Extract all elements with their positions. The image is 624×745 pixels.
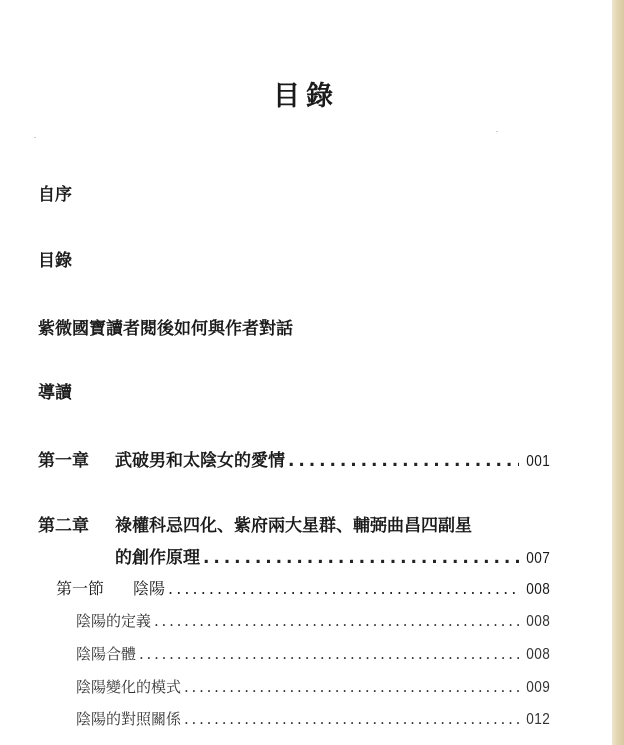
- subsection-title: 陰陽的定義: [76, 612, 152, 630]
- chapter-label: 第二章: [38, 516, 89, 536]
- dot-leader: [168, 579, 519, 598]
- page-speck: [34, 137, 36, 138]
- toc-chapter-1[interactable]: [38, 446, 550, 471]
- dot-leader: [288, 451, 519, 471]
- page-title: 目錄: [273, 81, 339, 112]
- section-title: 陰陽: [133, 579, 166, 598]
- subsection-title: 陰陽變化的模式: [76, 678, 182, 696]
- toc-subsection[interactable]: [76, 610, 550, 631]
- page-number: 001: [526, 453, 550, 470]
- page-number: 008: [526, 646, 550, 663]
- chapter-label: 第一章: [38, 451, 89, 471]
- toc-entry-contents[interactable]: 目錄: [38, 251, 72, 271]
- toc-subsection[interactable]: [76, 708, 550, 729]
- chapter-title: 武破男和太陰女的愛情: [115, 451, 285, 471]
- toc-entry-guide[interactable]: 導讀: [38, 383, 72, 403]
- toc-section-1[interactable]: [56, 576, 550, 599]
- toc-entry-preface[interactable]: 自序: [38, 185, 72, 205]
- dot-leader: [154, 612, 519, 630]
- subsection-title: 陰陽合體: [76, 645, 137, 663]
- page-number: 012: [526, 711, 550, 728]
- toc-chapter-2[interactable]: [38, 511, 550, 536]
- toc-subsection[interactable]: [76, 643, 550, 664]
- dot-leader: [139, 645, 519, 663]
- page-number: 009: [526, 679, 550, 696]
- chapter-title-continued: 的創作原理: [115, 548, 200, 568]
- toc-entry-reader-dialogue[interactable]: 紫微國寶讀者閱後如何與作者對話: [38, 319, 293, 339]
- chapter-title: 祿權科忌四化、紫府兩大星群、輔弼曲昌四副星: [115, 516, 472, 536]
- dot-leader: [184, 710, 519, 728]
- toc-subsection[interactable]: [76, 676, 550, 697]
- page-number: 008: [526, 613, 550, 630]
- dot-leader: [184, 678, 519, 696]
- page-number: 008: [526, 581, 550, 598]
- subsection-title: 陰陽的對照關係: [76, 710, 182, 728]
- dot-leader: [203, 548, 519, 568]
- section-label: 第一節: [56, 579, 105, 598]
- page-number: 007: [526, 550, 550, 567]
- toc-chapter-2-continued[interactable]: [115, 543, 550, 568]
- page-speck: [496, 131, 498, 132]
- page-edge: [612, 0, 624, 745]
